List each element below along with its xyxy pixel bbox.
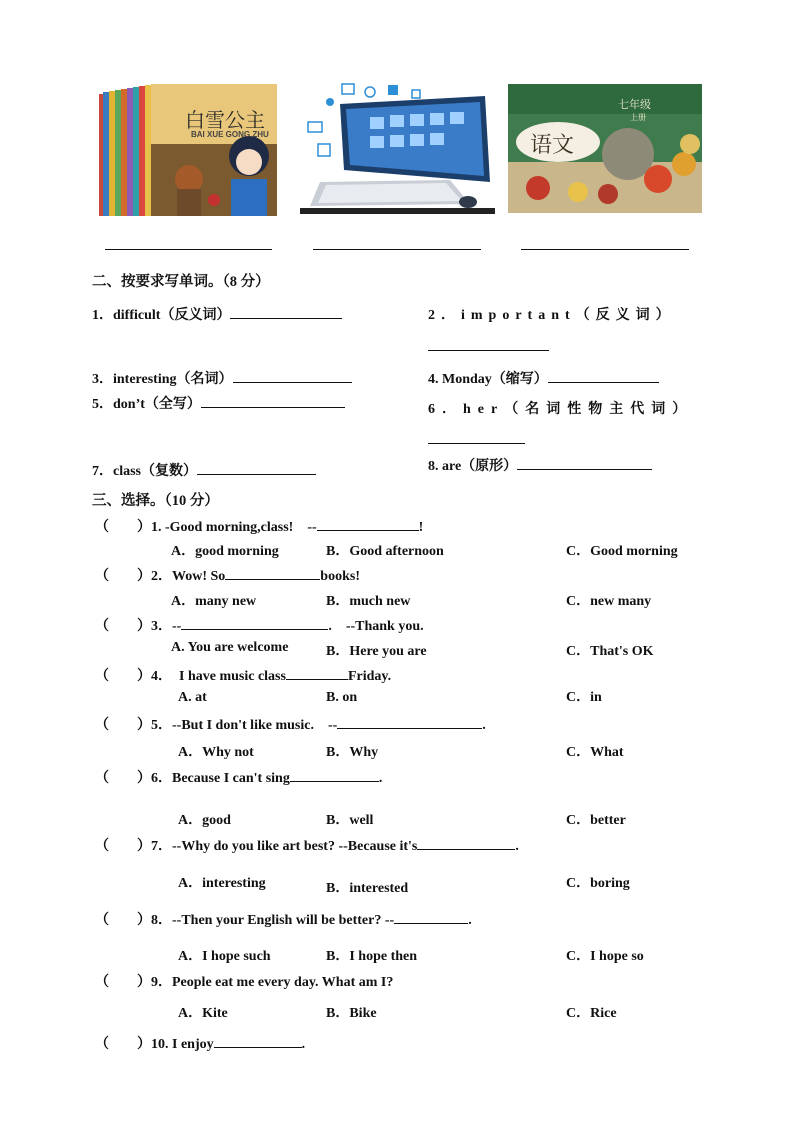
book-pinyin: BAI XUE GONG ZHU	[191, 130, 269, 139]
textbook-picture	[508, 84, 702, 213]
q1-option-b[interactable]: B．Good afternoon	[326, 544, 444, 559]
question-6: （ ）6．Because I can't sing .	[95, 767, 382, 787]
storybook-picture	[99, 84, 277, 216]
q2-option-b[interactable]: B．much new	[326, 594, 411, 609]
s2-item-6: 6．her（名词性物主代词）	[428, 402, 694, 417]
q7-option-c[interactable]: C．boring	[566, 876, 630, 891]
q4-option-b[interactable]: B. on	[326, 690, 358, 705]
answer-blank[interactable]	[548, 368, 659, 383]
answer-blank[interactable]	[286, 665, 348, 680]
q9-option-a[interactable]: A．Kite	[178, 1006, 228, 1021]
q7-option-a[interactable]: A．interesting	[178, 876, 266, 891]
question-4: （ ）4． I have music class Friday.	[95, 665, 391, 685]
answer-blank[interactable]	[394, 909, 468, 924]
computer-picture	[300, 82, 495, 214]
q7-option-b[interactable]: B．interested	[326, 881, 409, 896]
s2-item-3: 3．interesting（名词）	[92, 368, 352, 388]
textbook-grade: 七年级	[618, 98, 651, 111]
answer-paren[interactable]: （ ）	[95, 913, 151, 928]
answer-paren[interactable]: （ ）	[95, 718, 151, 733]
answer-blank[interactable]	[201, 393, 345, 408]
q1-option-a[interactable]: A．good morning	[171, 544, 279, 559]
answer-paren[interactable]: （ ）	[95, 619, 151, 634]
answer-paren[interactable]: （ ）	[95, 1037, 151, 1052]
q6-option-c[interactable]: C．better	[566, 813, 626, 828]
section3-heading: 三、选择。（10 分）	[92, 493, 219, 509]
book-title: 白雪公主	[185, 108, 265, 132]
question-9: （ ）9．People eat me every day. What am I?	[95, 975, 394, 990]
question-8: （ ）8．--Then your English will be better? -- .	[95, 909, 472, 929]
q4-option-a[interactable]: A. at	[178, 690, 207, 705]
q5-option-b[interactable]: B．Why	[326, 745, 379, 760]
answer-blank[interactable]	[428, 443, 525, 444]
answer-blank[interactable]	[317, 516, 419, 531]
answer-blank[interactable]	[517, 455, 652, 470]
s2-item-5: 5．don’t（全写）	[92, 393, 345, 413]
section2-heading: 二、按要求写单词。（8 分）	[92, 274, 270, 290]
q8-option-a[interactable]: A．I hope such	[178, 949, 271, 964]
answer-paren[interactable]: （ ）	[95, 669, 151, 684]
answer-blank[interactable]	[233, 368, 352, 383]
q3-option-c[interactable]: C．That's OK	[566, 644, 654, 659]
answer-paren[interactable]: （ ）	[95, 975, 151, 990]
answer-paren[interactable]: （ ）	[95, 771, 151, 786]
s2-item-8: 8. are（原形）	[428, 455, 652, 475]
answer-blank[interactable]	[181, 615, 328, 630]
q5-option-a[interactable]: A．Why not	[178, 745, 254, 760]
question-10: （ ）10. I enjoy .	[95, 1033, 305, 1053]
answer-paren[interactable]: （ ）	[95, 569, 151, 584]
s2-item-2: 2．important（反义词）	[428, 308, 676, 323]
s2-item-4: 4. Monday（缩写）	[428, 368, 659, 388]
q4-option-c[interactable]: C．in	[566, 690, 602, 705]
q3-option-b[interactable]: B．Here you are	[326, 644, 427, 659]
answer-blank[interactable]	[428, 350, 549, 351]
q2-option-a[interactable]: A．many new	[171, 594, 257, 609]
picture-answer-line-2[interactable]	[313, 249, 481, 250]
q1-option-c[interactable]: C．Good morning	[566, 544, 678, 559]
q6-option-a[interactable]: A．good	[178, 813, 231, 828]
question-2: （ ）2．Wow! So books!	[95, 565, 360, 585]
question-5: （ ）5．--But I don't like music. -- .	[95, 714, 486, 734]
q9-option-b[interactable]: B．Bike	[326, 1006, 377, 1021]
textbook-subject: 语文	[530, 133, 575, 158]
question-1: （ ）1. -Good morning,class! -- !	[95, 516, 423, 536]
picture-answer-line-1[interactable]	[105, 249, 272, 250]
answer-blank[interactable]	[417, 835, 515, 850]
answer-blank[interactable]	[214, 1033, 302, 1048]
answer-blank[interactable]	[290, 767, 379, 782]
q8-option-b[interactable]: B．I hope then	[326, 949, 418, 964]
question-3: （ ）3．-- . --Thank you.	[95, 615, 424, 635]
answer-paren[interactable]: （ ）	[95, 839, 151, 854]
answer-blank[interactable]	[337, 714, 482, 729]
q8-option-c[interactable]: C．I hope so	[566, 949, 644, 964]
q5-option-c[interactable]: C．What	[566, 745, 624, 760]
answer-blank[interactable]	[225, 565, 320, 580]
question-7: （ ）7．--Why do you like art best? --Because it's .	[95, 835, 519, 855]
answer-blank[interactable]	[230, 304, 342, 319]
q2-option-c[interactable]: C．new many	[566, 594, 652, 609]
answer-paren[interactable]: （ ）	[95, 520, 151, 535]
s2-item-7: 7．class（复数）	[92, 460, 316, 480]
q3-option-a[interactable]: A. You are welcome	[171, 640, 289, 655]
q6-option-b[interactable]: B．well	[326, 813, 374, 828]
picture-answer-line-3[interactable]	[521, 249, 689, 250]
answer-blank[interactable]	[197, 460, 316, 475]
s2-item-1: 1．difficult（反义词）	[92, 304, 342, 324]
q9-option-c[interactable]: C．Rice	[566, 1006, 617, 1021]
textbook-volume: 上册	[630, 113, 646, 122]
